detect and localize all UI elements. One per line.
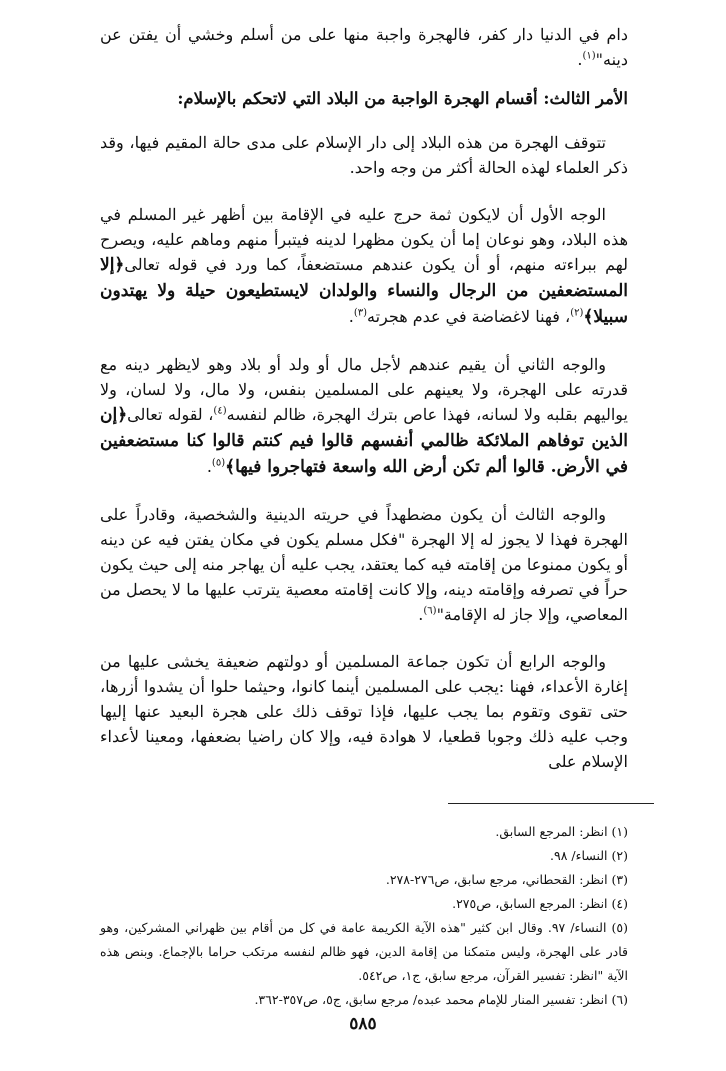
paragraph-end: .: [348, 307, 354, 326]
paragraph-text: دام في الدنيا دار كفر، فالهجرة واجبة منها على من أسلم وخشي أن يفتن عن دينه": [100, 25, 628, 69]
paragraph-first-aspect: [100, 202, 628, 330]
paragraph-text: ، فهنا لاغضاضة في عدم هجرته: [367, 307, 571, 326]
footnote-ref: (٤): [213, 405, 227, 417]
paragraph-text: والوجه الثالث أن يكون مضطهداً في حريته الدينية والشخصية، وقادراً على الهجرة فهذا لا يجوز له إلا الهجرة "فكل مسلم يكون في مكان يفتن فيه عن دينه أو يكون ممنوعا من إقامته فيه كما يعتقد، يجب عليه أن يهاجر منه إلى حيث يكون حراً في تصرفه وإقامته دينه، وإلا كانت إقامته معصية يترتب عليها ما لا يحصل من المعاصي، وإلا جاز له الإقامة": [100, 505, 629, 624]
paragraph-end: .: [206, 457, 212, 476]
quran-verse: ﴿إلا المستضعفين من الرجال والنساء والولدان لايستطيعون حيلة ولا يهتدون سبيلا﴾: [100, 255, 628, 327]
paragraph-text: والوجه الثاني أن يقيم عندهم لأجل مال أو ولد أو بلاد وهو لايظهر دينه مع قدرته على الهجرة، ولا يعينهم على المسلمين بنفس، ولا مال، ولا لسان، ولا يواليهم بقلبه ولا لسانه، فهذا عاص بترك الهجرة، ظالم لنفسه: [100, 355, 629, 424]
footnote: (٤) انظر: المرجع السابق، ص٢٧٥.: [452, 896, 628, 911]
footnote-ref: (٦): [423, 605, 437, 617]
paragraph-fourth-aspect: والوجه الرابع أن تكون جماعة المسلمين أو دولتهم ضعيفة يخشى عليها من إغارة الأعداء، فهنا :يجب على المسلمين أينما كانوا، وحيثما حلوا أن يشدوا أزرها، حتى تقوى وتقوم بما يجب عليها، فإذا توقف ذلك على هجرة البعيد عنها إليها وجب عليه ذلك وجوبا قطعيا، لا هوادة فيه، وإلا كان راضيا بضعفها، ومعينا لأعداء الإسلام على: [100, 652, 628, 771]
footnote-ref: (٢): [570, 307, 584, 319]
footnote: (٢) النساء/ ٩٨.: [550, 848, 628, 863]
paragraph-end: .: [418, 605, 424, 624]
footnote-ref: (٣): [353, 307, 368, 319]
footnote: (٣) انظر: القحطاني، مرجع سابق، ص٢٧٦-٢٧٨.: [385, 872, 628, 887]
paragraph-text: الوجه الأول أن لايكون ثمة حرج عليه في الإقامة بين أظهر غير المسلم في هذه البلاد، وهو نوعان إما أن يكون مظهرا لدينه فيتبرأ منهم وماهم عليه، ويصرح لهم ببراءته منهم، أو أن يكون عندهم مستضعفاً، كما ورد في قوله تعالى: [100, 205, 628, 274]
paragraph-end: .: [577, 50, 583, 69]
paragraph-third-aspect: [100, 502, 628, 627]
section-heading: الأمر الثالث: أقسام الهجرة الواجبة من البلاد التي لاتحكم بالإسلام:: [177, 89, 628, 108]
paragraph-continuation: [100, 22, 628, 72]
paragraph-second-aspect: [100, 352, 628, 480]
quran-verse: ﴿إن الذين توفاهم الملائكة ظالمي أنفسهم قالوا فيم كنتم قالوا كنا مستضعفين في الأرض. قالوا ألم تكن أرض الله واسعة فتهاجروا فيها﴾: [100, 405, 628, 477]
paragraph-intro: تتوقف الهجرة من هذه البلاد إلى دار الإسلام على مدى حالة المقيم فيها، وقد ذكر العلماء لهذه الحالة أكثر من وجه واحد.: [100, 133, 628, 177]
footnote-ref: (١): [582, 50, 596, 62]
footnote-ref: (٥): [211, 457, 226, 469]
page-number: ٥٨٥: [349, 1014, 377, 1034]
footnote: (١) انظر: المرجع السابق.: [495, 824, 628, 839]
footnotes: [100, 820, 628, 1012]
paragraph-text: ، لقوله تعالى: [127, 405, 214, 424]
footnote-divider: [448, 803, 654, 804]
main-text: [100, 22, 628, 796]
footnote: (٦) انظر: تفسير المنار للإمام محمد عبده/ مرجع سابق، ج٥، ص٣٥٧-٣٦٢.: [254, 992, 628, 1007]
footnote: (٥) النساء/ ٩٧. وقال ابن كثير "هذه الآية الكريمة عامة في كل من أقام بين ظهراني المشركين، وهو قادر على الهجرة، وليس متمكنا من إقامة الدين، فهو ظالم لنفسه مرتكب حراما بالإجماع. وبنص هذه الآية "انظر: تفسير القرآن، مرجع سابق، ج١، ص٥٤٢.: [100, 920, 628, 983]
